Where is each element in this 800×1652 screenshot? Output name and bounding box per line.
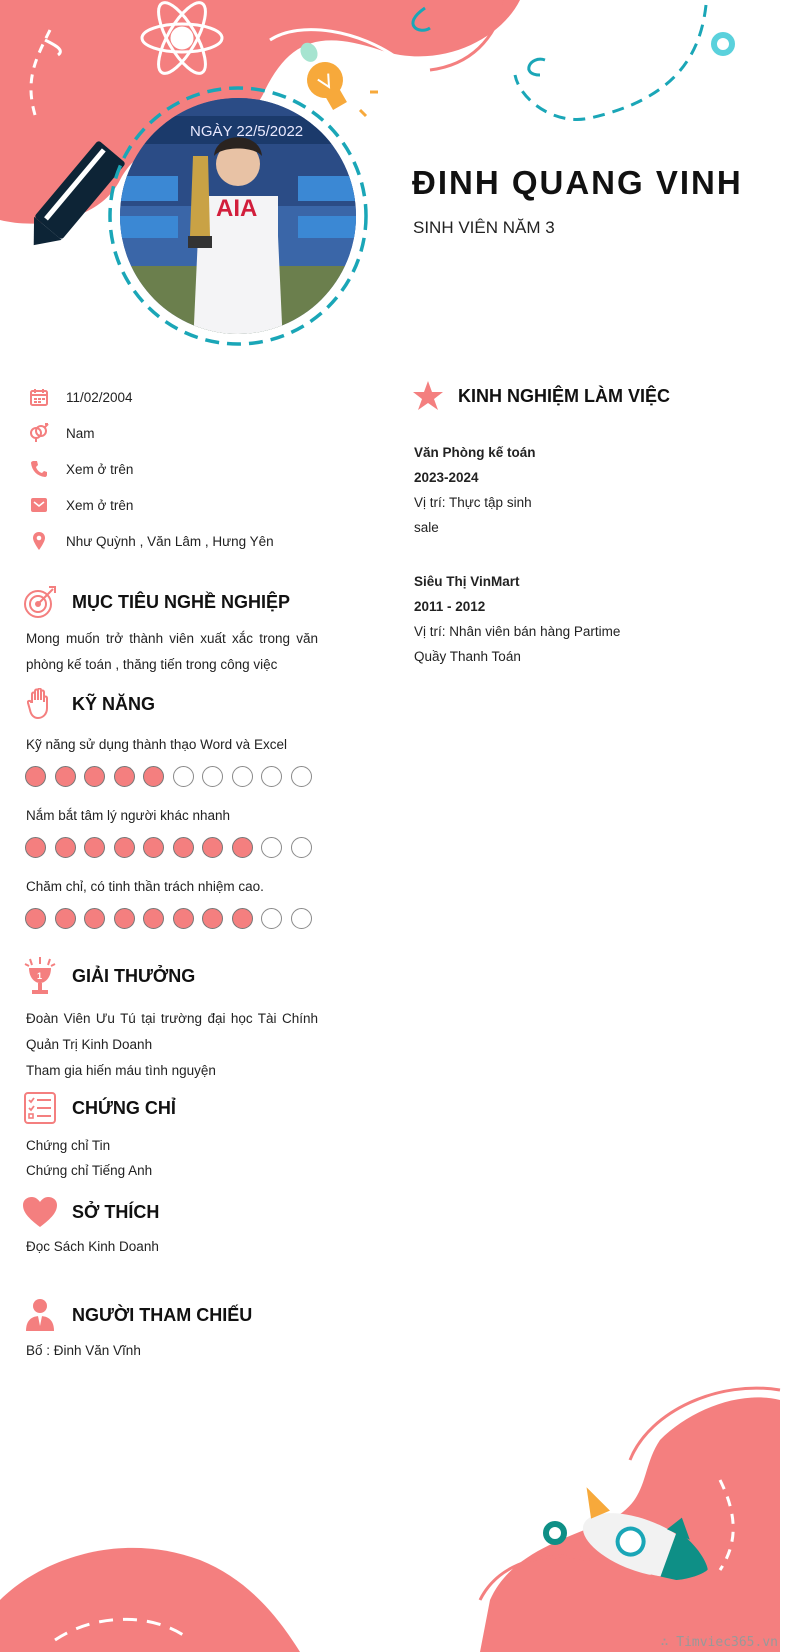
hand-icon (22, 686, 58, 722)
contact-phone: Xem ở trên (26, 457, 133, 481)
rating-dot-empty (261, 908, 282, 929)
skill-label: Nắm bắt tâm lý người khác nhanh (26, 808, 230, 823)
svg-text:NGÀY 22/5/2022: NGÀY 22/5/2022 (190, 123, 304, 140)
rating-dot-filled (202, 908, 223, 929)
rating-dot-empty (291, 837, 312, 858)
experience-company: Siêu Thị VinMart (414, 574, 520, 589)
experience-period: 2011 - 2012 (414, 599, 486, 614)
experience-period: 2023-2024 (414, 470, 479, 485)
candidate-name: ĐINH QUANG VINH (412, 164, 743, 201)
section-hobbies-header: SỞ THÍCH (22, 1194, 159, 1230)
objective-text: Mong muốn trở thành viên xuất xắc trong văn phòng kế toán , thăng tiến trong công việc (26, 631, 318, 672)
experience-detail: sale (414, 520, 439, 535)
rating-dot-empty (173, 766, 194, 787)
experience-item (414, 569, 620, 669)
person-icon (22, 1297, 58, 1333)
candidate-subtitle: SINH VIÊN NĂM 3 (413, 218, 555, 237)
watermark: ∴ Timviec365.vn (660, 1635, 778, 1650)
star-icon (412, 380, 444, 412)
svg-text:1: 1 (37, 971, 43, 981)
section-certificates-header: CHỨNG CHỈ (22, 1090, 176, 1126)
rating-dot-filled (114, 837, 135, 858)
experience-item (414, 440, 536, 540)
rating-dot-filled (173, 837, 194, 858)
skill-rating (25, 766, 312, 787)
rating-dot-filled (143, 766, 164, 787)
contact-address: Như Quỳnh , Văn Lâm , Hưng Yên (26, 529, 274, 553)
rating-dot-filled (232, 837, 253, 858)
rating-dot-empty (261, 766, 282, 787)
reference-line: Bố : Đinh Văn Vĩnh (26, 1343, 141, 1358)
rating-dot-filled (25, 837, 46, 858)
phone-icon (26, 457, 52, 481)
section-awards-header: 1 GIẢI THƯỞNG (22, 958, 195, 994)
rating-dot-filled (55, 837, 76, 858)
experience-position: Vị trí: Nhân viên bán hàng Partime (414, 624, 621, 639)
rating-dot-filled (173, 908, 194, 929)
contact-birthdate: 11/02/2004 (26, 385, 133, 409)
checklist-icon (22, 1090, 58, 1126)
hobby-line: Đọc Sách Kinh Doanh (26, 1239, 159, 1254)
rating-dot-filled (202, 837, 223, 858)
rating-dot-filled (114, 908, 135, 929)
calendar-icon (26, 385, 52, 409)
rating-dot-filled (232, 908, 253, 929)
experience-detail: Quầy Thanh Toán (414, 649, 521, 664)
rating-dot-empty (261, 837, 282, 858)
section-objective-header: MỤC TIÊU NGHỀ NGHIỆP (22, 584, 290, 620)
heart-icon (22, 1194, 58, 1230)
svg-text:AIA: AIA (216, 195, 258, 222)
skill-label: Kỹ năng sử dụng thành thạo Word và Excel (26, 737, 287, 752)
rating-dot-filled (84, 908, 105, 929)
award-line: Đoàn Viên Ưu Tú tại trường đại học Tài Chính Quản Trị Kinh Doanh (26, 1011, 318, 1052)
rating-dot-filled (25, 908, 46, 929)
rating-dot-empty (202, 766, 223, 787)
trophy-icon (22, 958, 58, 994)
email-icon (26, 493, 52, 517)
rating-dot-filled (84, 837, 105, 858)
rating-dot-empty (291, 766, 312, 787)
rating-dot-filled (84, 766, 105, 787)
rating-dot-empty (232, 766, 253, 787)
rating-dot-empty (291, 908, 312, 929)
contact-gender: Nam (26, 421, 95, 445)
award-line: Tham gia hiến máu tình nguyện (26, 1063, 216, 1078)
experience-position: Vị trí: Thực tập sinh (414, 495, 532, 510)
skill-rating (25, 837, 312, 858)
rating-dot-filled (143, 837, 164, 858)
skill-rating (25, 908, 312, 929)
certificate-line: Chứng chỉ Tiếng Anh (26, 1163, 153, 1178)
rating-dot-filled (55, 766, 76, 787)
certificate-line: Chứng chỉ Tin (26, 1138, 111, 1153)
section-references-header: NGƯỜI THAM CHIẾU (22, 1297, 252, 1333)
gender-icon (26, 421, 52, 445)
rating-dot-filled (114, 766, 135, 787)
section-experience-header: KINH NGHIỆM LÀM VIỆC (412, 380, 670, 412)
experience-company: Văn Phòng kế toán (414, 445, 536, 460)
target-icon (22, 584, 58, 620)
contact-email: Xem ở trên (26, 493, 133, 517)
rating-dot-filled (25, 766, 46, 787)
rating-dot-filled (55, 908, 76, 929)
skill-label: Chăm chỉ, có tinh thần trách nhiệm cao. (26, 879, 264, 894)
rating-dot-filled (143, 908, 164, 929)
section-skills-header: KỸ NĂNG (22, 686, 155, 722)
location-pin-icon (26, 529, 52, 553)
